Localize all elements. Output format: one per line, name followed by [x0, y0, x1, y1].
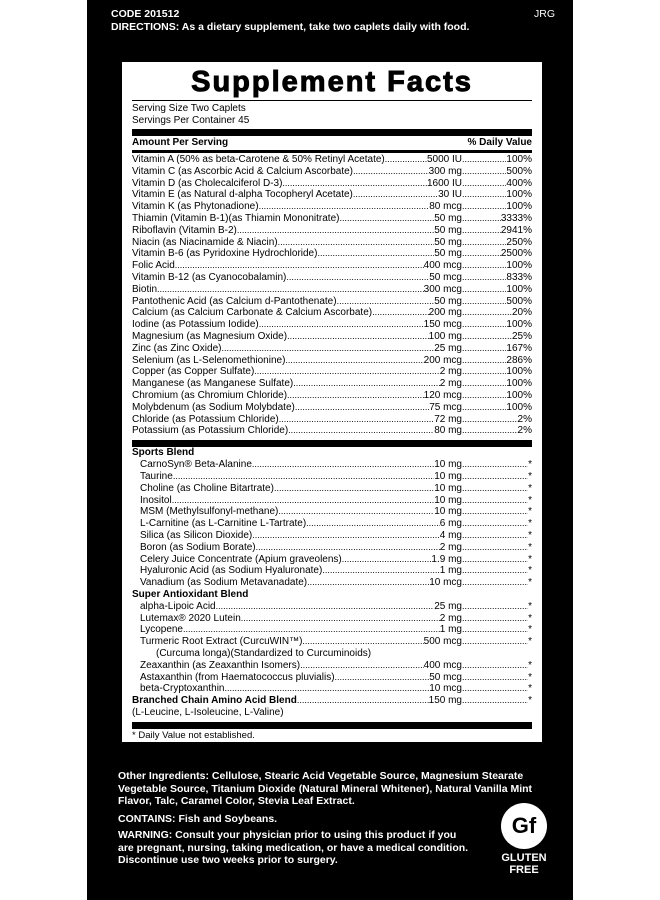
ingredient-name: Chloride (as Potassium Chloride)	[132, 413, 279, 425]
ingredient-name: (Curcuma longa)(Standardized to Curcuminoids)	[156, 648, 372, 660]
ingredient-name: Selenium (as L-Selenomethionine)	[132, 354, 286, 366]
ingredient-amount: 1600 IU	[426, 177, 462, 189]
other-ingredients: Other Ingredients: Cellulose, Stearic Acid Vegetable Source, Magnesium Stearate Vegetable Source, Titanium Dioxide (Natural Mineral Whitener), Natural Vanilla Mint Flavor, Talc, Caramel Color, Stevia Leaf Extract.	[118, 770, 533, 807]
ingredient-daily-value: *	[528, 494, 532, 506]
ingredient-daily-value: *	[528, 659, 532, 671]
ingredient-name: Lycopene	[140, 624, 183, 636]
ingredient-amount: 50 mg	[434, 236, 462, 248]
ingredient-amount: 400 mcg	[423, 659, 462, 671]
ingredient-name: Folic Acid	[132, 260, 175, 272]
ingredient-amount: 1 mg	[439, 624, 462, 636]
ingredient-amount: 10 mg	[434, 506, 462, 518]
footnote: * Daily Value not established.	[132, 730, 255, 742]
vitamin-row	[132, 319, 532, 331]
ingredient-daily-value: *	[528, 470, 532, 482]
ingredient-amount: 50 mcg	[429, 671, 462, 683]
serving-size: Serving Size Two Caplets	[132, 103, 246, 114]
ingredient-daily-value: *	[528, 506, 532, 518]
ingredient-amount: 75 mcg	[429, 401, 462, 413]
supplement-facts-panel	[122, 62, 542, 742]
ingredient-daily-value: 25%	[511, 330, 532, 342]
ingredient-amount: 300 mcg	[423, 283, 462, 295]
sports-blend-row	[132, 495, 532, 507]
ingredient-daily-value: 500%	[506, 295, 532, 307]
vitamin-row	[132, 237, 532, 249]
vitamin-row	[132, 343, 532, 355]
amount-header	[132, 136, 532, 150]
ingredient-daily-value: 100%	[506, 366, 532, 378]
sports-blend-row	[132, 506, 532, 518]
ingredient-daily-value: 2%	[517, 425, 532, 437]
vitamin-row	[132, 402, 532, 414]
ingredient-name: Molybdenum (as Sodium Molybdate)	[132, 401, 295, 413]
ingredient-name: Boron (as Sodium Borate)	[140, 541, 256, 553]
ingredient-amount: 50 mg	[434, 295, 462, 307]
ingredient-daily-value: 100%	[506, 260, 532, 272]
ingredient-name: Biotin	[132, 283, 158, 295]
ingredient-daily-value: *	[528, 612, 532, 624]
facts-title: Supplement Facts	[191, 66, 473, 98]
ingredient-name: Vanadium (as Sodium Metavanadate)	[140, 577, 308, 589]
sports-blend-row	[132, 471, 532, 483]
ingredient-name: Copper (as Copper Sulfate)	[132, 366, 255, 378]
vitamin-row	[132, 284, 532, 296]
ingredient-daily-value: 3333%	[500, 212, 532, 224]
ingredient-name: CarnoSyn® Beta-Alanine	[140, 459, 252, 471]
antioxidant-blend-row	[132, 624, 532, 636]
sports-blend-row	[132, 542, 532, 554]
gluten-free-line1: GLUTEN	[501, 852, 547, 864]
bcaa-dv: *	[528, 695, 532, 707]
sports-blend-row	[132, 483, 532, 495]
sports-blend-row	[132, 530, 532, 542]
ingredient-amount: 80 mcg	[429, 201, 462, 213]
ingredient-daily-value: 100%	[506, 319, 532, 331]
ingredient-amount: 2 mg	[439, 366, 462, 378]
vitamin-row	[132, 390, 532, 402]
ingredient-name: Pantothenic Acid (as Calcium d-Pantothenate)	[132, 295, 337, 307]
ingredient-daily-value: *	[528, 529, 532, 541]
ingredient-daily-value: *	[528, 518, 532, 530]
ingredient-name: Magnesium (as Magnesium Oxide)	[132, 330, 288, 342]
ingredient-name: Vitamin E (as Natural d-alpha Tocopheryl Acetate)	[132, 189, 353, 201]
ingredient-amount: 2 mg	[439, 378, 462, 390]
ingredient-name: Hyaluronic Acid (as Sodium Hyaluronate)	[140, 565, 323, 577]
ingredient-daily-value: 250%	[506, 236, 532, 248]
sports-blend-row	[132, 554, 532, 566]
ingredient-amount: 10 mg	[434, 494, 462, 506]
sports-blend-row	[132, 565, 532, 577]
ingredient-daily-value: 100%	[506, 154, 532, 165]
ingredient-name: Niacin (as Niacinamide & Niacin)	[132, 236, 278, 248]
ingredient-amount: 50 mg	[434, 212, 462, 224]
vitamin-row	[132, 414, 532, 426]
directions	[111, 21, 551, 34]
vitamin-row	[132, 213, 532, 225]
ingredient-amount: 10 mg	[434, 470, 462, 482]
ingredient-name: Zeaxanthin (as Zeaxanthin Isomers)	[140, 659, 301, 671]
ingredient-amount: 120 mcg	[423, 389, 462, 401]
ingredient-name: MSM (Methylsulfonyl-methane)	[140, 506, 279, 518]
ingredient-amount: 400 mcg	[423, 260, 462, 272]
ingredient-daily-value: *	[528, 541, 532, 553]
daily-value-header: % Daily Value	[467, 137, 532, 148]
ingredient-amount: 72 mg	[434, 413, 462, 425]
vitamin-row	[132, 260, 532, 272]
vitamin-row	[132, 272, 532, 284]
ingredient-name: Celery Juice Concentrate (Apium graveolens)	[140, 553, 342, 565]
ingredient-daily-value: 167%	[506, 342, 532, 354]
ingredient-daily-value: 400%	[506, 177, 532, 189]
ingredient-daily-value: 100%	[506, 389, 532, 401]
vitamin-row	[132, 166, 532, 178]
ingredient-amount: 6 mg	[439, 518, 462, 530]
ingredient-amount: 1 mg	[439, 565, 462, 577]
ingredient-name: Taurine	[140, 470, 173, 482]
ingredient-amount: 1.9 mg	[431, 553, 462, 565]
directions-label: DIRECTIONS:	[111, 21, 180, 33]
vitamin-row	[132, 378, 532, 390]
vitamin-row	[132, 248, 532, 260]
sports-blend-list	[132, 459, 532, 589]
ingredient-amount: 4 mg	[439, 529, 462, 541]
ingredient-amount: 200 mg	[428, 307, 462, 319]
directions-text: As a dietary supplement, take two caplets daily with food.	[179, 21, 470, 33]
antioxidant-blend-list	[132, 601, 532, 695]
sports-blend-row	[132, 518, 532, 530]
ingredient-daily-value: 2941%	[500, 224, 532, 236]
ingredient-daily-value: 500%	[506, 165, 532, 177]
antioxidant-blend-row	[132, 636, 532, 648]
ingredient-amount: 150 mcg	[423, 319, 462, 331]
ingredient-name: Manganese (as Manganese Sulfate)	[132, 378, 294, 390]
product-label	[87, 0, 573, 900]
ingredient-amount: 50 mg	[434, 248, 462, 260]
ingredient-amount: 10 mg	[434, 459, 462, 471]
ingredient-name: Lutemax® 2020 Lutein	[140, 612, 241, 624]
ingredient-daily-value: *	[528, 624, 532, 636]
ingredient-name: Thiamin (Vitamin B-1)(as Thiamin Mononitrate)	[132, 212, 340, 224]
bcaa-title: Branched Chain Amino Acid Blend	[132, 695, 297, 707]
ingredient-daily-value: *	[528, 553, 532, 565]
antioxidant-blend-row	[132, 683, 532, 695]
vitamin-row	[132, 296, 532, 308]
product-code: CODE 201512	[111, 8, 180, 20]
antioxidant-blend-row	[132, 601, 532, 613]
ingredient-daily-value: 2500%	[500, 248, 532, 260]
ingredient-amount: 500 mcg	[423, 636, 462, 648]
vitamin-row	[132, 331, 532, 343]
vitamin-row	[132, 189, 532, 201]
antioxidant-blend-row	[132, 660, 532, 672]
ingredient-amount: 80 mg	[434, 425, 462, 437]
ingredient-name: Vitamin D (as Cholecalciferol D-3)	[132, 177, 283, 189]
ingredient-name: Riboflavin (Vitamin B-2)	[132, 224, 237, 236]
antioxidant-blend-title: Super Antioxidant Blend	[132, 588, 249, 600]
ingredient-name: L-Carnitine (as L-Carnitine L-Tartrate)	[140, 518, 307, 530]
ingredient-daily-value: 100%	[506, 189, 532, 201]
ingredient-daily-value: *	[528, 600, 532, 612]
antioxidant-blend-row	[132, 613, 532, 625]
ingredient-name: Calcium (as Calcium Carbonate & Calcium Ascorbate)	[132, 307, 373, 319]
bcaa-amount: 150 mg	[428, 695, 462, 707]
ingredient-amount: 50 mg	[434, 224, 462, 236]
ingredient-daily-value: 100%	[506, 401, 532, 413]
ingredient-name: Chromium (as Chromium Chloride)	[132, 389, 288, 401]
amount-per-serving: Amount Per Serving	[132, 137, 229, 148]
ingredient-daily-value: 100%	[506, 201, 532, 213]
antioxidant-blend-row	[132, 672, 532, 684]
ingredient-amount: 10 mcg	[429, 683, 462, 695]
ingredient-name: Astaxanthin (from Haematococcus pluvialis)	[140, 671, 335, 683]
ingredient-amount: 2 mg	[439, 541, 462, 553]
ingredient-name: Inositol	[140, 494, 172, 506]
ingredient-amount: 50 mcg	[429, 271, 462, 283]
ingredient-name: Vitamin K (as Phytonadione)	[132, 201, 259, 213]
ingredient-daily-value: *	[528, 565, 532, 577]
ingredient-amount: 2 mg	[439, 612, 462, 624]
bcaa-row	[132, 695, 532, 707]
vitamin-row	[132, 201, 532, 213]
bcaa-sub: (L-Leucine, L-Isoleucine, L-Valine)	[132, 707, 284, 719]
vitamin-row	[132, 225, 532, 237]
antioxidant-blend-row	[132, 648, 532, 660]
ingredient-daily-value: 286%	[506, 354, 532, 366]
ingredient-name: Turmeric Root Extract (CurcuWIN™)	[140, 636, 303, 648]
vitamin-row	[132, 307, 532, 319]
ingredient-name: Vitamin B-6 (as Pyridoxine Hydrochloride)	[132, 248, 318, 260]
ingredient-amount: 10 mcg	[429, 577, 462, 589]
ingredient-name: Vitamin A (50% as beta-Carotene & 50% Retinyl Acetate)	[132, 154, 385, 165]
ingredient-daily-value: 2%	[517, 413, 532, 425]
ingredient-daily-value: *	[528, 671, 532, 683]
gluten-free-icon: Gf	[501, 803, 547, 849]
ingredient-daily-value: *	[528, 636, 532, 648]
ingredient-amount: 10 mg	[434, 482, 462, 494]
ingredient-name: Zinc (as Zinc Oxide)	[132, 342, 222, 354]
vitamin-row	[132, 154, 532, 166]
sports-blend-row	[132, 577, 532, 589]
ingredient-amount: 25 mg	[434, 600, 462, 612]
ingredient-daily-value: *	[528, 482, 532, 494]
warning: WARNING: Consult your physician prior to using this product if you are pregnant, nursing, taking medication, or have a medical condition. Discontinue use two weeks prior to surgery.	[118, 829, 469, 866]
ingredient-amount: 300 mg	[428, 165, 462, 177]
ingredient-amount: 30 IU	[438, 189, 462, 201]
ingredient-amount: 5000 IU	[426, 154, 462, 165]
contains: CONTAINS: Fish and Soybeans.	[118, 813, 278, 825]
vitamin-row	[132, 425, 532, 437]
vitamin-list	[132, 154, 532, 437]
lot-code: JRG	[534, 8, 555, 20]
ingredient-name: beta-Cryptoxanthin	[140, 683, 225, 695]
ingredient-daily-value: *	[528, 459, 532, 471]
ingredient-name: Potassium (as Potassium Chloride)	[132, 425, 289, 437]
vitamin-row	[132, 178, 532, 190]
ingredient-daily-value: 833%	[506, 271, 532, 283]
ingredient-name: Vitamin B-12 (as Cyanocobalamin)	[132, 271, 287, 283]
ingredient-daily-value: 20%	[511, 307, 532, 319]
sports-blend-title: Sports Blend	[132, 447, 195, 459]
ingredient-name: Silica (as Silicon Dioxide)	[140, 529, 253, 541]
ingredient-amount: 200 mcg	[423, 354, 462, 366]
gluten-free-text	[492, 852, 556, 876]
ingredient-name: Choline (as Choline Bitartrate)	[140, 482, 274, 494]
ingredient-name: alpha-Lipoic Acid	[140, 600, 216, 612]
vitamin-row	[132, 366, 532, 378]
servings-per-container: Servings Per Container 45	[132, 115, 250, 126]
ingredient-amount: 100 mg	[428, 330, 462, 342]
ingredient-name: Iodine (as Potassium Iodide)	[132, 319, 259, 331]
ingredient-daily-value: 100%	[506, 283, 532, 295]
ingredient-name: Vitamin C (as Ascorbic Acid & Calcium Ascorbate)	[132, 165, 354, 177]
ingredient-daily-value: *	[528, 683, 532, 695]
ingredient-daily-value: *	[528, 577, 532, 589]
vitamin-row	[132, 355, 532, 367]
ingredient-amount: 25 mg	[434, 342, 462, 354]
gluten-free-line2: FREE	[509, 864, 539, 876]
ingredient-daily-value: 100%	[506, 378, 532, 390]
sports-blend-row	[132, 459, 532, 471]
